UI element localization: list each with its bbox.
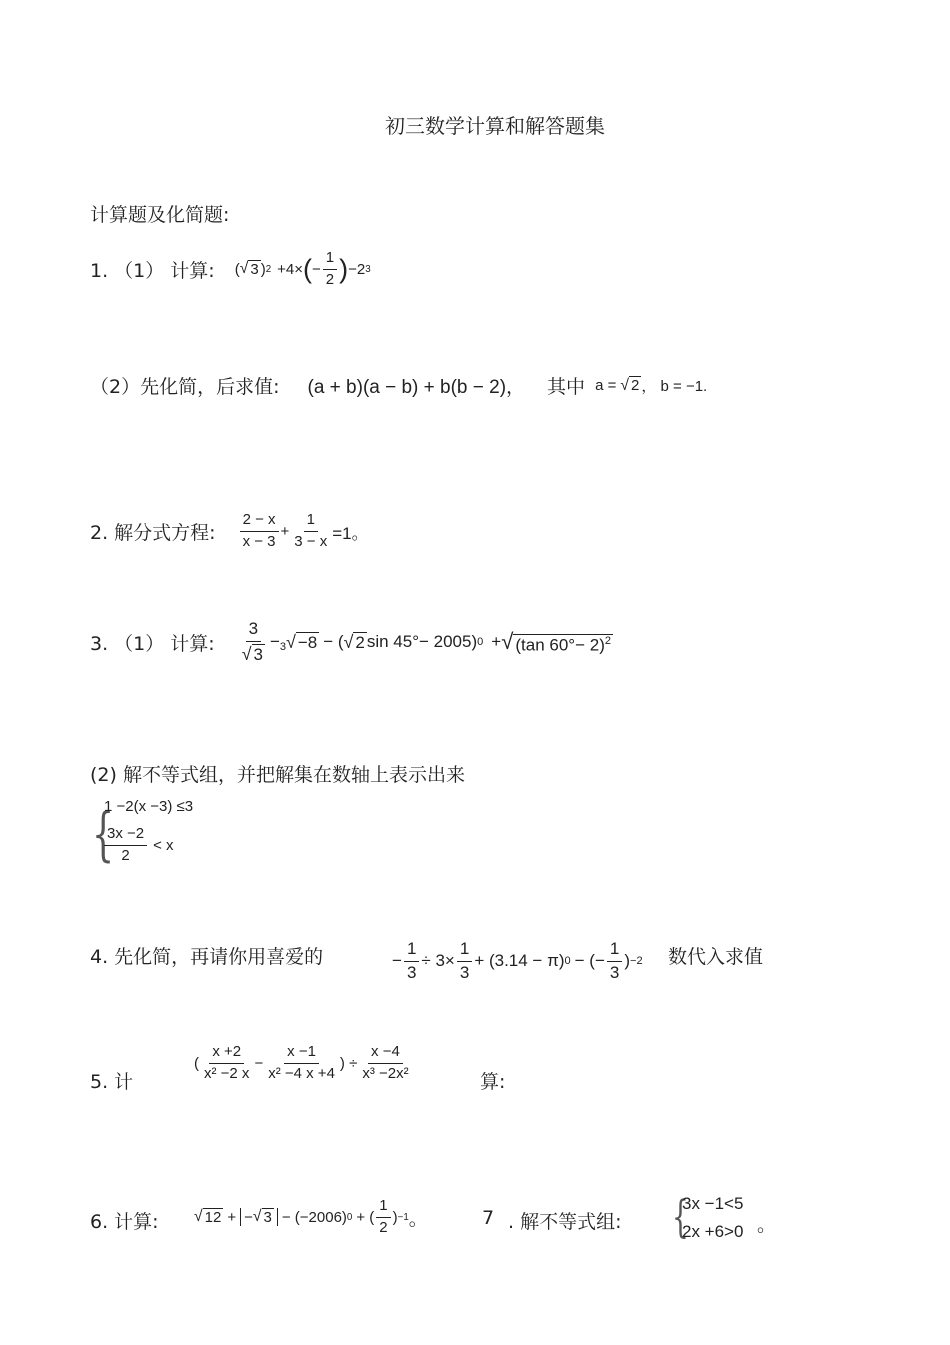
fraction-3: $\frac{1}{3}$ [607, 940, 622, 982]
fraction-1: $\frac{1}{3}$ [404, 940, 419, 982]
power-term: − (−2006) [281, 1208, 347, 1226]
close-divide: ) ÷ [339, 1054, 358, 1072]
minus-2: −2 [348, 260, 366, 278]
open-paren: ( [234, 260, 240, 278]
question-3-part-1 [90, 620, 613, 664]
big-radical: √ (tan 60°− 2)$^2$ [501, 629, 612, 655]
question-4-suffix: 数代入求值 [668, 946, 764, 968]
question-5 [90, 1067, 133, 1094]
fraction-2: $\frac{1}{3 - x}$ [294, 511, 328, 550]
minus-sign: − [312, 260, 321, 278]
sqrt-2: √ 2 [343, 631, 365, 653]
fraction-2: $\frac{x -1}{\text{x² −4 x +4}}$ [268, 1043, 335, 1082]
question-7-number: 7 [482, 1207, 495, 1229]
b-equals: ， b = −1. [641, 378, 708, 395]
plus-4-times: +4× [277, 260, 304, 278]
absolute-value [240, 1208, 278, 1226]
close-paren: ) [624, 951, 631, 971]
question-1-part-1 [90, 250, 371, 288]
a-equals: a = [595, 377, 617, 394]
exponent-0: 0 [477, 636, 484, 649]
period-mark: 。 [408, 1208, 428, 1230]
left-brace: { [92, 800, 115, 868]
fraction-3x-2-over-2: $\frac{3x -2}{2}$ [104, 826, 147, 864]
plus-sign: + [491, 632, 502, 652]
inequality-line-1: 1 −2(x −3) ≤3 [104, 798, 194, 815]
question-1-expression: ( √ 3 ) 2 +4× ( − $\frac{1}{2}$ ) −2 3 [234, 249, 371, 288]
fraction-3-over-sqrt3: 3 √ 3 [241, 619, 263, 664]
exponent-neg1: −1 [397, 1211, 409, 1223]
fraction-2: $\frac{1}{3}$ [457, 940, 472, 982]
minus-sign: − [244, 1208, 253, 1226]
question-6-label: 6. 计算: [90, 1211, 159, 1233]
plus-sign: + [227, 1208, 237, 1226]
question-1-part-2 [90, 372, 707, 399]
exponent-2: 2 [265, 263, 272, 275]
inequality-7-line-2: 2x +6>0 [682, 1222, 744, 1241]
exponent-3: 3 [365, 263, 371, 275]
where-text: 其中 [547, 376, 586, 398]
sqrt-2: √ 2 [620, 376, 640, 395]
minus-open: − ( [323, 632, 344, 652]
question-6 [90, 1207, 159, 1234]
question-5-label: 5. 计 [90, 1071, 134, 1093]
question-4-label: 4. 先化简，再请你用喜爱的 [90, 946, 324, 968]
page-title: 初三数学计算和解答题集 [385, 114, 605, 138]
question-2-label: 2. 解分式方程: [90, 521, 216, 544]
question-7-end: 。 [757, 1214, 777, 1236]
close-paren: ) [392, 1208, 398, 1226]
question-4-expression [392, 940, 643, 982]
fraction-1: $\frac{x +2}{\text{x² −2 x}}$ [204, 1043, 250, 1082]
question-6-expression [194, 1198, 428, 1236]
fraction-3: $\frac{x -4}{\text{x³ −2x²}}$ [362, 1043, 409, 1082]
question-3-label: 3. （1） 计算: [90, 632, 215, 655]
cube-root: 3 √ −8 [279, 631, 318, 653]
divide-3-times: ÷ 3× [421, 951, 455, 971]
sqrt-12: √ 12 [194, 1208, 222, 1226]
plus-open: + ( [356, 1208, 375, 1226]
question-1-label: 1. （1） 计算: [90, 259, 215, 282]
question-2-equation [238, 512, 369, 550]
minus-sign: − [254, 1054, 264, 1072]
question-3b-label: (2) 解不等式组，并把解集在数轴上表示出来 [90, 764, 465, 786]
pi-term: + (3.14 − π) [474, 951, 565, 971]
inequality-7-line-1: 3x −1<5 [682, 1194, 744, 1213]
exponent-0: 0 [564, 955, 571, 968]
sqrt-3: √ 3 [252, 1208, 272, 1226]
section-heading: 计算题及化简题: [90, 204, 230, 226]
close-paren: ) [260, 260, 266, 278]
exponent-neg2: −2 [630, 955, 643, 968]
fraction-1: $\frac{2 - x}{x - 3}$ [240, 512, 279, 550]
question-4 [90, 942, 323, 969]
left-brace: { [672, 1192, 689, 1243]
question-7-label: . 解不等式组: [508, 1211, 622, 1233]
question-3-expression [237, 620, 613, 664]
minus-open: − (− [574, 951, 605, 971]
plus-sign: + [280, 522, 290, 540]
equals-one: =1。 [332, 523, 369, 543]
open-paren: ( [194, 1054, 199, 1072]
inequality-line-2 [102, 826, 174, 864]
question-1b-label: （2）先化简，后求值: [90, 376, 280, 398]
question-2 [90, 512, 369, 550]
question-5-suffix: 算: [480, 1071, 506, 1093]
fraction-one-half: $\frac{1}{2}$ [376, 1198, 390, 1236]
fraction-one-half: $\frac{1}{2}$ [323, 250, 337, 288]
sqrt-3: √ 3 [239, 260, 259, 278]
less-than-x: < x [153, 836, 174, 854]
question-5-expression [194, 1044, 414, 1082]
question-1b-expression: (a + b)(a − b) + b(b − 2)， [307, 377, 526, 398]
minus-sign: − [269, 632, 280, 652]
sin-part: sin 45°− 2005) [366, 632, 478, 652]
minus-sign: − [392, 951, 402, 971]
exponent-0: 0 [346, 1211, 353, 1223]
